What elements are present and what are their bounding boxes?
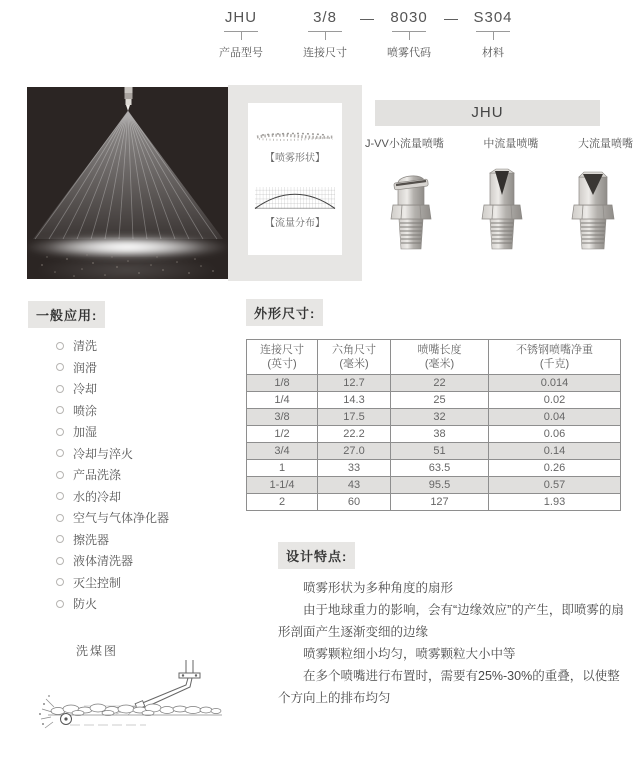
bullet-icon bbox=[56, 471, 64, 479]
table-cell: 33 bbox=[318, 460, 391, 477]
table-cell: 0.04 bbox=[489, 409, 621, 426]
application-item bbox=[28, 357, 169, 379]
application-label: 润滑 bbox=[73, 360, 98, 375]
bullet-icon bbox=[56, 449, 64, 457]
table-row bbox=[247, 443, 621, 460]
table-cell: 14.3 bbox=[318, 392, 391, 409]
dimensions-table-body bbox=[247, 375, 621, 511]
table-cell: 0.014 bbox=[489, 375, 621, 392]
application-item bbox=[28, 335, 169, 357]
application-label: 灭尘控制 bbox=[73, 575, 122, 590]
application-label: 擦洗器 bbox=[73, 532, 110, 547]
table-cell: 12.7 bbox=[318, 375, 391, 392]
column-header bbox=[489, 340, 621, 375]
column-header-name: 连接尺寸 bbox=[260, 344, 304, 356]
series-title-bar: JHU bbox=[375, 100, 600, 126]
code-value: JHU bbox=[224, 9, 258, 26]
table-cell: 0.26 bbox=[489, 460, 621, 477]
application-label: 冷却 bbox=[73, 382, 98, 397]
code-label: 喷雾代码 bbox=[387, 47, 431, 59]
large-flow-nozzle-photo bbox=[567, 161, 619, 253]
table-cell: 2 bbox=[247, 494, 318, 511]
table-row bbox=[247, 392, 621, 409]
spray-shape-panel bbox=[228, 85, 362, 281]
nozzle-label: 大流量喷嘴 bbox=[578, 138, 633, 150]
code-label: 产品型号 bbox=[219, 47, 263, 59]
application-label: 清洗 bbox=[73, 339, 98, 354]
tick-mark bbox=[476, 31, 510, 40]
spray-shape-label: 【喷雾形状】 bbox=[265, 153, 325, 164]
application-item bbox=[28, 464, 169, 486]
code-value: 8030 bbox=[390, 9, 428, 26]
table-cell: 1 bbox=[247, 460, 318, 477]
column-header-unit: (毫米) bbox=[339, 358, 369, 370]
code-separator: — bbox=[444, 10, 458, 26]
column-header-name: 六角尺寸 bbox=[332, 344, 376, 356]
code-label: 材料 bbox=[482, 47, 504, 59]
nozzle-labels bbox=[365, 135, 633, 151]
table-cell: 43 bbox=[318, 477, 391, 494]
applications-section bbox=[28, 301, 169, 615]
table-cell: 95.5 bbox=[391, 477, 489, 494]
table-cell: 60 bbox=[318, 494, 391, 511]
design-paragraph: 喷雾颗粒细小均匀，喷雾颗粒大小中等 bbox=[303, 647, 516, 661]
code-segment bbox=[301, 8, 349, 60]
table-row bbox=[247, 426, 621, 443]
table-row bbox=[247, 409, 621, 426]
table-cell: 3/4 bbox=[247, 443, 318, 460]
tick-mark bbox=[392, 31, 426, 40]
column-header-unit: (英寸) bbox=[267, 358, 297, 370]
application-label: 水的冷却 bbox=[73, 489, 122, 504]
application-item bbox=[28, 378, 169, 400]
bullet-icon bbox=[56, 385, 64, 393]
bullet-icon bbox=[56, 363, 64, 371]
dimensions-table bbox=[246, 339, 621, 511]
application-label: 冷却与淬火 bbox=[73, 446, 134, 461]
dimensions-section bbox=[246, 299, 624, 511]
coal-washing-illustration bbox=[36, 659, 234, 735]
application-item bbox=[28, 443, 169, 465]
table-cell: 38 bbox=[391, 426, 489, 443]
tick-mark bbox=[224, 31, 258, 40]
bullet-icon bbox=[56, 428, 64, 436]
coal-washing-caption: 洗煤图 bbox=[76, 644, 119, 658]
design-features-section bbox=[278, 542, 630, 709]
design-paragraph: 在多个喷嘴进行布置时，需要有25%-30%的重叠，以使整个方向上的排布均匀 bbox=[278, 669, 620, 705]
table-row bbox=[247, 375, 621, 392]
design-paragraph: 喷雾形状为多种角度的扇形 bbox=[303, 581, 454, 595]
table-cell: 25 bbox=[391, 392, 489, 409]
bullet-icon bbox=[56, 535, 64, 543]
application-item bbox=[28, 550, 169, 572]
nozzle-images bbox=[365, 161, 633, 253]
table-cell: 1-1/4 bbox=[247, 477, 318, 494]
code-separator: — bbox=[360, 10, 374, 26]
application-item bbox=[28, 529, 169, 551]
design-paragraphs bbox=[278, 577, 630, 709]
nozzle-label: 中流量喷嘴 bbox=[483, 138, 539, 150]
spray-shape-card bbox=[248, 103, 342, 255]
application-label: 喷涂 bbox=[73, 403, 98, 418]
code-segment bbox=[217, 8, 265, 60]
table-cell: 1/8 bbox=[247, 375, 318, 392]
column-header-unit: (千克) bbox=[539, 358, 570, 370]
table-cell: 3/8 bbox=[247, 409, 318, 426]
column-header-name: 喷嘴长度 bbox=[417, 344, 462, 356]
table-cell: 51 bbox=[391, 443, 489, 460]
application-item bbox=[28, 400, 169, 422]
table-cell: 0.57 bbox=[489, 477, 621, 494]
table-cell: 22 bbox=[391, 375, 489, 392]
code-label: 连接尺寸 bbox=[303, 47, 347, 59]
table-cell: 1.93 bbox=[489, 494, 621, 511]
bullet-icon bbox=[56, 492, 64, 500]
table-cell: 32 bbox=[391, 409, 489, 426]
applications-list bbox=[28, 335, 169, 615]
column-header bbox=[247, 340, 318, 375]
nozzle-label: J-VV小流量喷嘴 bbox=[365, 138, 444, 150]
application-item bbox=[28, 421, 169, 443]
applications-title: 一般应用: bbox=[28, 301, 105, 328]
bullet-icon bbox=[56, 406, 64, 414]
code-value: S304 bbox=[473, 9, 513, 26]
table-row bbox=[247, 477, 621, 494]
small-flow-nozzle-photo bbox=[385, 161, 437, 253]
column-header bbox=[391, 340, 489, 375]
product-code-header bbox=[212, 8, 522, 60]
column-header-name: 不锈钢喷嘴净重 bbox=[516, 344, 593, 356]
application-label: 液体清洗器 bbox=[73, 554, 134, 569]
tick-mark bbox=[308, 31, 342, 40]
flow-distribution-label: 【流量分布】 bbox=[265, 218, 325, 229]
table-cell: 0.14 bbox=[489, 443, 621, 460]
column-header bbox=[318, 340, 391, 375]
table-cell: 1/4 bbox=[247, 392, 318, 409]
application-label: 空气与气体净化器 bbox=[73, 511, 170, 526]
design-paragraph: 由于地球重力的影响，会有“边缘效应”的产生，即喷雾的扇形剖面产生逐渐变细的边缘 bbox=[278, 603, 624, 639]
bullet-icon bbox=[56, 578, 64, 586]
table-row bbox=[247, 460, 621, 477]
dimensions-table-header-row bbox=[247, 340, 621, 375]
flow-distribution-chart bbox=[254, 186, 336, 210]
column-header-unit: (毫米) bbox=[424, 358, 455, 370]
table-row bbox=[247, 494, 621, 511]
application-item bbox=[28, 507, 169, 529]
code-value: 3/8 bbox=[313, 9, 337, 26]
table-cell: 0.06 bbox=[489, 426, 621, 443]
application-label: 产品洗涤 bbox=[73, 468, 122, 483]
spray-cone-illustration bbox=[27, 87, 228, 279]
application-item bbox=[28, 572, 169, 594]
design-features-title: 设计特点: bbox=[278, 542, 355, 569]
code-segment bbox=[469, 8, 517, 60]
dimensions-title: 外形尺寸: bbox=[246, 299, 323, 326]
table-cell: 22.2 bbox=[318, 426, 391, 443]
bullet-icon bbox=[56, 514, 64, 522]
bullet-icon bbox=[56, 342, 64, 350]
application-label: 加湿 bbox=[73, 425, 98, 440]
application-item bbox=[28, 486, 169, 508]
medium-flow-nozzle-photo bbox=[476, 161, 528, 253]
nozzle-family-panel bbox=[365, 85, 633, 253]
bullet-icon bbox=[56, 557, 64, 565]
table-cell: 27.0 bbox=[318, 443, 391, 460]
application-label: 防火 bbox=[73, 597, 98, 612]
table-cell: 63.5 bbox=[391, 460, 489, 477]
table-cell: 1/2 bbox=[247, 426, 318, 443]
coal-washing-section bbox=[36, 642, 241, 740]
table-cell: 17.5 bbox=[318, 409, 391, 426]
code-segment bbox=[385, 8, 433, 60]
application-item bbox=[28, 593, 169, 615]
spray-photo bbox=[27, 87, 228, 279]
bullet-icon bbox=[56, 600, 64, 608]
spray-shape-icon bbox=[254, 129, 336, 145]
table-cell: 0.02 bbox=[489, 392, 621, 409]
table-cell: 127 bbox=[391, 494, 489, 511]
